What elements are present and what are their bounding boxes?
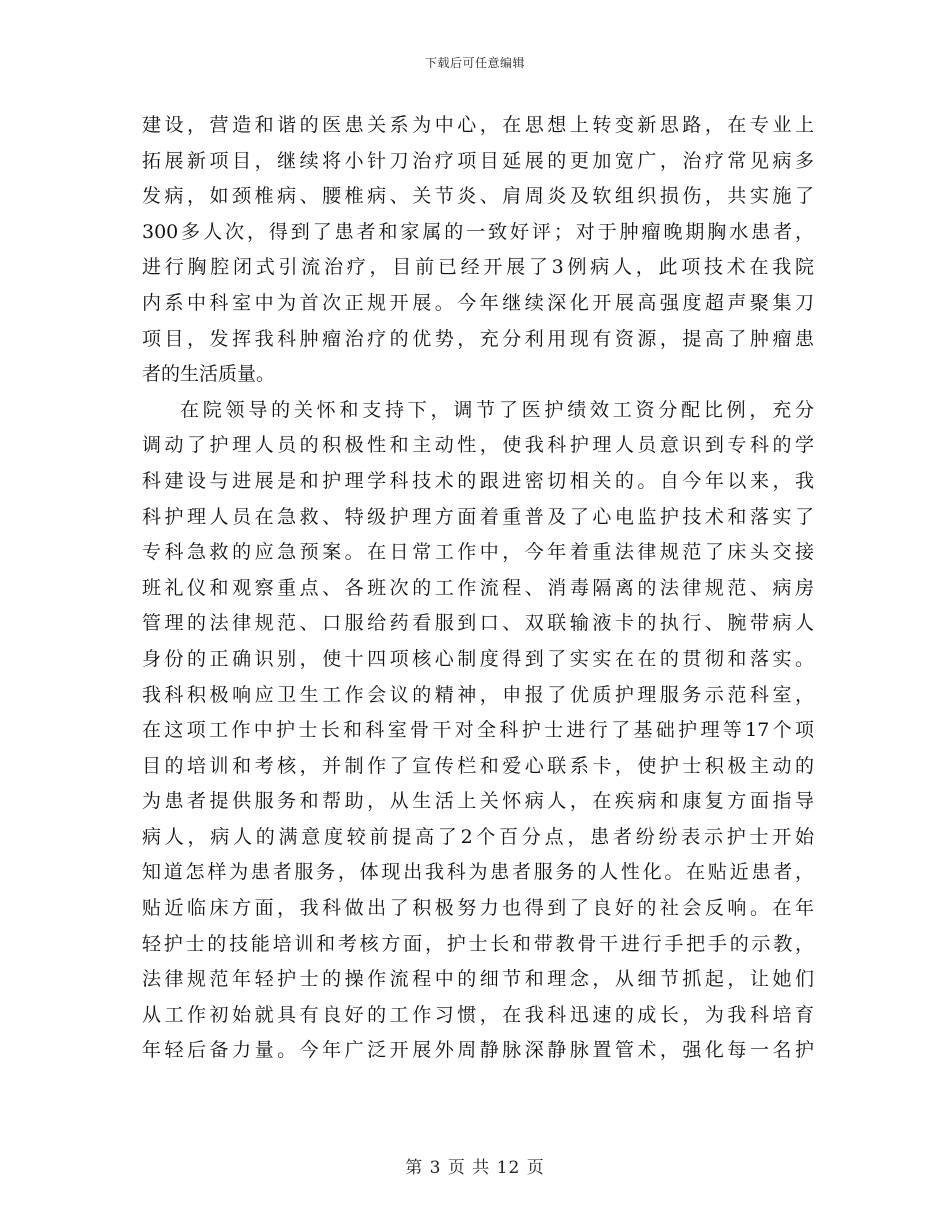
text-line: 在院领导的关怀和支持下，调节了医护绩效工资分配比例，充分	[180, 398, 814, 421]
page-header: 下载后可任意编辑	[424, 56, 525, 70]
text-line: 内系中科室中为首次正规开展。今年继续深化开展高强度超声聚集刀	[142, 291, 814, 314]
text-line: 身份的正确识别，使十四项核心制度得到了实实在在的贯彻和落实。	[142, 647, 814, 670]
document-body	[142, 108, 814, 1069]
text-line: 病人，病人的满意度较前提高了2个百分点，患者纷纷表示护士开始	[142, 825, 814, 848]
text-line: 班礼仪和观察重点、各班次的工作流程、消毒隔离的法律规范、病房	[142, 576, 814, 599]
text-line: 轻护士的技能培训和考核方面，护士长和带教骨干进行手把手的示教，	[142, 932, 814, 955]
text-line: 者的生活质量。	[142, 363, 276, 386]
text-line: 目的培训和考核，并制作了宣传栏和爱心联系卡，使护士积极主动的	[142, 754, 814, 777]
text-line: 知道怎样为患者服务，体现出我科为患者服务的人性化。在贴近患者，	[142, 861, 814, 884]
text-line: 发病，如颈椎病、腰椎病、关节炎、肩周炎及软组织损伤，共实施了	[142, 185, 814, 208]
text-line: 300多人次，得到了患者和家属的一致好评；对于肿瘤晚期胸水患者，	[142, 220, 814, 243]
text-line: 法律规范年轻护士的操作流程中的细节和理念，从细节抓起，让她们	[142, 968, 814, 991]
text-line: 项目，发挥我科肿瘤治疗的优势，充分利用现有资源，提高了肿瘤患	[142, 327, 814, 350]
text-line: 科建设与进展是和护理学科技术的跟进密切相关的。自今年以来，我	[142, 469, 814, 492]
text-line: 从工作初始就具有良好的工作习惯，在我科迅速的成长，为我科培育	[142, 1003, 814, 1026]
text-line: 进行胸腔闭式引流治疗，目前已经开展了3例病人，此项技术在我院	[142, 256, 814, 279]
text-line: 我科积极响应卫生工作会议的精神，申报了优质护理服务示范科室，	[142, 683, 814, 706]
text-line: 拓展新项目，继续将小针刀治疗项目延展的更加宽广，治疗常见病多	[142, 149, 814, 172]
text-line: 年轻后备力量。今年广泛开展外周静脉深静脉置管术，强化每一名护	[142, 1039, 814, 1062]
text-line: 贴近临床方面，我科做出了积极努力也得到了良好的社会反响。在年	[142, 897, 814, 920]
text-line: 专科急救的应急预案。在日常工作中，今年着重法律规范了床头交接	[142, 541, 814, 564]
page-number-footer: 第 3 页 共 12 页	[405, 1158, 545, 1178]
text-line: 科护理人员在急救、特级护理方面着重普及了心电监护技术和落实了	[142, 505, 814, 528]
text-line: 管理的法律规范、口服给药看服到口、双联输液卡的执行、腕带病人	[142, 612, 814, 635]
text-line: 在这项工作中护士长和科室骨干对全科护士进行了基础护理等17个项	[142, 719, 814, 742]
text-line: 调动了护理人员的积极性和主动性，使我科护理人员意识到专科的学	[142, 434, 814, 457]
text-line: 为患者提供服务和帮助，从生活上关怀病人，在疾病和康复方面指导	[142, 790, 814, 813]
text-line: 建设，营造和谐的医患关系为中心，在思想上转变新思路，在专业上	[142, 114, 814, 136]
